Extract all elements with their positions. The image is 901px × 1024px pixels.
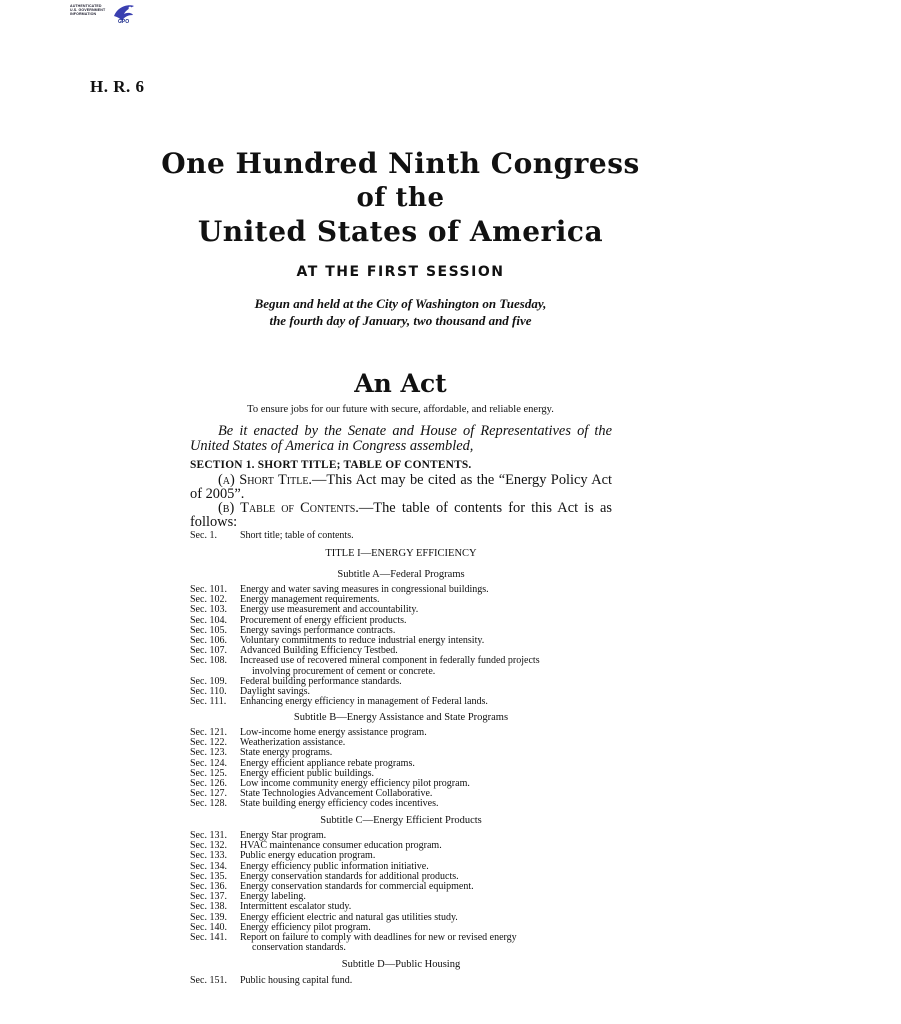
session-dateline: [0, 295, 801, 329]
toc-list-subtitle-a: [190, 585, 620, 707]
toc-sec-number: Sec. 107.: [190, 645, 227, 657]
toc-sec-number: Sec. 1.: [190, 530, 217, 541]
congress-heading-line2: of the: [356, 183, 445, 213]
toc-sec-text: Low-income home energy assistance program.: [240, 727, 427, 738]
toc-sec-text: Report on failure to comply with deadlines for new or revised energy: [240, 932, 517, 944]
toc-sec-text: Intermittent escalator study.: [240, 901, 352, 913]
toc-sec-number: Sec. 103.: [190, 604, 227, 616]
toc-sec-text: Energy conservation standards for additional products.: [240, 870, 459, 882]
toc-sec-text: Energy efficient electric and natural gas utilities study.: [240, 911, 458, 923]
paragraph-table-of-contents: [190, 502, 612, 529]
toc-sec-text: State Technologies Advancement Collaborative.: [240, 788, 433, 800]
toc-sec-text: Procurement of energy efficient products.: [240, 614, 407, 626]
toc-sec-text: Energy use measurement and accountability.: [240, 604, 419, 616]
toc-sec-text: Public energy education program.: [240, 850, 376, 862]
toc-sec-number: Sec. 121.: [190, 727, 227, 738]
dateline-line1: Begun and held at the City of Washington on Tuesday,: [254, 296, 547, 311]
short-title-label: (a) Short Title.: [218, 472, 313, 488]
toc-sec-number: Sec. 127.: [190, 788, 227, 800]
toc-sec-number: Sec. 138.: [190, 901, 227, 913]
toc-sec-text: Energy efficiency public information initiative.: [240, 860, 429, 872]
toc-sec-text: Energy efficiency pilot program.: [240, 921, 371, 933]
toc-sec-text: Short title; table of contents.: [240, 530, 354, 541]
toc-sec-text: Public housing capital fund.: [240, 975, 353, 986]
toc-sec-text: Increased use of recovered mineral component in federally funded projects: [240, 655, 540, 667]
seal-line: AUTHENTICATED: [70, 4, 102, 8]
toc-text: —The table of contents for this Act is as follows:: [190, 500, 612, 530]
toc-sec-number: Sec. 151.: [190, 975, 227, 986]
toc-sec-number: Sec. 104.: [190, 614, 227, 626]
toc-sec-text: Advanced Building Efficiency Testbed.: [240, 645, 398, 657]
toc-sec-text: Daylight savings.: [240, 686, 310, 698]
short-title-text: —This Act may be cited as the “Energy Policy Act of 2005”.: [190, 472, 612, 502]
toc-list-subtitle-d: [190, 976, 620, 986]
toc-sec-text: Weatherization assistance.: [240, 737, 346, 749]
toc-sec-number: Sec. 101.: [190, 584, 227, 595]
toc-entry-short-title: [190, 531, 620, 541]
enacting-clause: Be it enacted by the Senate and House of Representatives of the United States of America in Congress assembled,: [190, 423, 612, 454]
toc-list-subtitle-c: [190, 831, 620, 953]
toc-sec-number: Sec. 133.: [190, 850, 227, 862]
toc-sec-text: Federal building performance standards.: [240, 675, 402, 687]
toc-sec-number: Sec. 131.: [190, 830, 227, 841]
toc-sec-number: Sec. 140.: [190, 921, 227, 933]
toc-sec-number: Sec. 110.: [190, 686, 227, 698]
seal-line: INFORMATION: [70, 12, 97, 16]
toc-sec-text: Low income community energy efficiency pilot program.: [240, 778, 470, 790]
toc-sec-text: Energy Star program.: [240, 830, 327, 841]
dateline-line2: the fourth day of January, two thousand and five: [269, 313, 532, 328]
toc-sec-number: Sec. 105.: [190, 624, 227, 636]
toc-label: (b) Table of Contents.: [218, 500, 359, 516]
purpose-statement: To ensure jobs for our future with secure, affordable, and reliable energy.: [247, 404, 554, 415]
toc-sec-text: Energy management requirements.: [240, 594, 380, 606]
toc-sec-number: Sec. 136.: [190, 881, 227, 893]
toc-sec-text: Enhancing energy efficiency in management of Federal lands.: [240, 696, 488, 708]
toc-sec-number: Sec. 124.: [190, 757, 227, 769]
gpo-mark: GPO: [118, 19, 130, 25]
list-item: [190, 531, 620, 541]
toc-sec-number: Sec. 108.: [190, 655, 227, 667]
toc-sec-text: Energy and water saving measures in congressional buildings.: [240, 584, 489, 595]
list-item: [190, 799, 620, 809]
gpo-authentication-seal: [70, 2, 136, 28]
list-item: [190, 697, 620, 707]
paragraph-short-title: [190, 474, 612, 501]
toc-sec-number: Sec. 125.: [190, 767, 227, 779]
toc-sec-number: Sec. 102.: [190, 594, 227, 606]
toc-sec-number: Sec. 128.: [190, 798, 227, 810]
session-heading: AT THE FIRST SESSION: [296, 264, 505, 280]
toc-sec-text: Energy efficient public buildings.: [240, 767, 375, 779]
toc-subtitle-a: Subtitle A—Federal Programs: [337, 569, 465, 580]
section-heading: SECTION 1. SHORT TITLE; TABLE OF CONTENTS.: [190, 459, 472, 471]
toc-sec-number: Sec. 123.: [190, 747, 227, 759]
toc-sec-text: Voluntary commitments to reduce industrial energy intensity.: [240, 635, 485, 647]
toc-sec-number: Sec. 132.: [190, 840, 227, 852]
toc-sec-number: Sec. 111.: [190, 696, 227, 708]
toc-sec-text: Energy savings performance contracts.: [240, 624, 396, 636]
toc-sec-number: Sec. 137.: [190, 891, 227, 903]
congress-heading-line1: One Hundred Ninth Congress: [161, 147, 640, 180]
toc-sec-text: Energy efficient appliance rebate programs.: [240, 757, 415, 769]
toc-sec-text: Energy labeling.: [240, 891, 306, 903]
toc-sec-number: Sec. 141.: [190, 932, 227, 944]
toc-sec-text: HVAC maintenance consumer education program.: [240, 840, 442, 852]
list-item-continuation: involving procurement of cement or concrete.: [252, 665, 436, 677]
toc-sec-number: Sec. 106.: [190, 635, 227, 647]
toc-sec-number: Sec. 135.: [190, 870, 227, 882]
list-item: [190, 976, 620, 986]
bill-number: H. R. 6: [90, 77, 145, 96]
toc-sec-number: Sec. 134.: [190, 860, 227, 872]
an-act-heading: An Act: [354, 369, 447, 398]
toc-sec-number: Sec. 109.: [190, 675, 227, 687]
toc-sec-text: Energy conservation standards for commercial equipment.: [240, 881, 474, 893]
toc-sec-number: Sec. 126.: [190, 778, 227, 790]
toc-sec-text: State energy programs.: [240, 747, 333, 759]
seal-lines: [70, 4, 105, 16]
toc-subtitle-b: Subtitle B—Energy Assistance and State Programs: [293, 712, 509, 723]
toc-title-heading: TITLE I—ENERGY EFFICIENCY: [325, 548, 477, 559]
toc-sec-text: State building energy efficiency codes incentives.: [240, 798, 439, 810]
toc-subtitle-d: Subtitle D—Public Housing: [341, 959, 461, 970]
congress-heading-line3: United States of America: [197, 215, 604, 248]
toc-sec-number: Sec. 139.: [190, 911, 227, 923]
toc-sec-number: Sec. 122.: [190, 737, 227, 749]
toc-list-subtitle-b: [190, 728, 620, 810]
list-item-continuation: conservation standards.: [252, 942, 346, 954]
toc-subtitle-c: Subtitle C—Energy Efficient Products: [320, 815, 482, 826]
seal-line: U.S. GOVERNMENT: [70, 8, 106, 12]
